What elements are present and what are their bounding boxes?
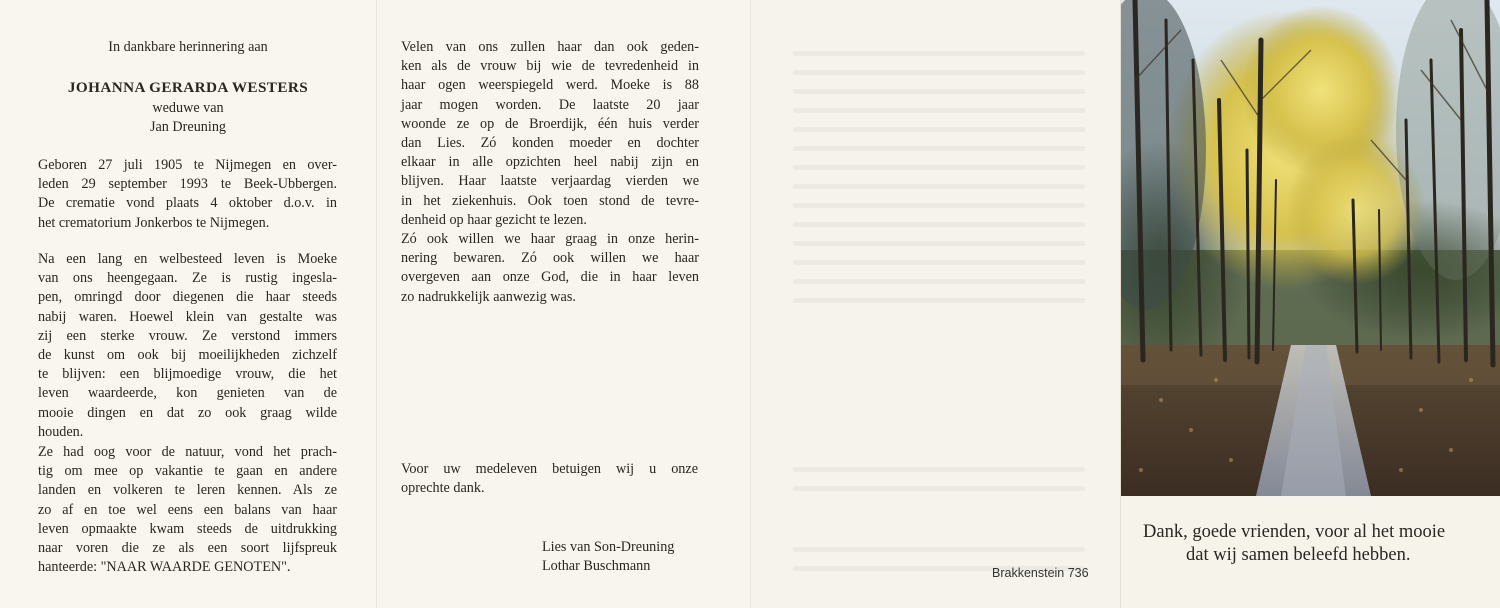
text-line: leden 29 september 1993 te Beek-Ubbergen. (38, 176, 337, 193)
text-line: woonde ze op de Broerdijk, één huis verder (401, 115, 699, 132)
show-through-line (793, 486, 1085, 491)
text-line: zo nadrukkelijk aanwezig was. (401, 288, 576, 305)
text-line: zij een sterke vrouw. Ze verstond immers (38, 327, 337, 344)
text-line: nabij waren. Hoewel klein van gestalte was (38, 308, 337, 325)
text-line: Lies van Son-Dreuning (542, 539, 675, 555)
text-line: blijven. Haar laatste verjaardag vierden we (401, 173, 699, 190)
text-line: Zó ook willen we haar graag in onze herin- (401, 231, 699, 247)
show-through-line (793, 184, 1085, 189)
text-line: overgeven aan onze God, die in haar leven (401, 269, 699, 286)
text-line: houden. (38, 423, 84, 440)
text-line: te blijven: een blijmoedige vrouw, die het (38, 366, 337, 383)
text-line: het crematorium Jonkerbos te Nijmegen. (38, 214, 270, 231)
text-line: denheid op haar gezicht te lezen. (401, 211, 587, 228)
show-through-line (793, 279, 1085, 284)
text-line: leven opmaakte kwam steeds de uitdrukking (38, 520, 337, 537)
text-line: haar ogen weerspiegeld werd. Moeke is 88 (401, 77, 699, 94)
printer-mark: Brakkenstein 736 (992, 566, 1089, 580)
text-line: naar voren die ze als een soort lijfspreuk (38, 540, 337, 556)
text-line: van ons heengegaan. Ze is rustig ingesla- (38, 270, 337, 287)
show-through-line (793, 70, 1085, 75)
show-through-line (793, 146, 1085, 151)
forest-path-photo (1121, 0, 1500, 496)
widow-of-line: weduwe van (152, 100, 224, 116)
text-line: leven waardeerde, kon genieten van de (38, 385, 337, 402)
text-line: ken als de vrouw bij wie de tevredenheid in (401, 58, 699, 75)
text-line: dan Lies. Zó konden moeder en dochter (401, 135, 699, 151)
show-through-line (793, 298, 1085, 303)
text-line: tig om mee op vakantie te gaan en andere (38, 463, 337, 480)
text-line: jaar mogen worden. De laatste 20 jaar (401, 96, 699, 113)
show-through-line (793, 108, 1085, 113)
show-through-line (793, 260, 1085, 265)
text-line: pen, omringd door diegenen die haar steeds (38, 289, 337, 306)
text-line: Na een lang en welbesteed leven is Moeke (38, 251, 337, 267)
show-through-line (793, 203, 1085, 208)
text-line: Geboren 27 juli 1905 te Nijmegen en over- (38, 157, 337, 173)
show-through-line (793, 222, 1085, 227)
text-line: Velen van ons zullen haar dan ook geden- (401, 39, 699, 55)
show-through-line (793, 165, 1085, 170)
text-line: Ze had oog voor de natuur, vond het prach- (38, 444, 337, 460)
text-line: hanteerde: "NAAR WAARDE GENOTEN". (38, 559, 291, 576)
husband-name: Jan Dreuning (149, 119, 227, 135)
text-line: Lothar Buschmann (542, 558, 651, 575)
text-line: mooie dingen en dat zo ook graag wilde (38, 404, 337, 421)
text-line: zo af en toe wel eens een balans van haar (38, 501, 337, 518)
show-through-line (793, 467, 1085, 472)
show-through-line (793, 127, 1085, 132)
intro-line: In dankbare herinnering aan (108, 39, 268, 55)
show-through-line (793, 51, 1085, 56)
text-line: nering bewaren. Zó ook willen we haar (401, 250, 699, 267)
text-line: landen en volkeren te leren kennen. Als ze (38, 482, 337, 499)
front-caption-line-1: Dank, goede vrienden, voor al het mooie (1143, 522, 1446, 542)
text-line: de kunst om ook bij moeilijkheden zichzelf (38, 347, 337, 363)
text-line: oprechte dank. (401, 480, 485, 497)
deceased-name: JOHANNA GERARDA WESTERS (67, 79, 309, 96)
text-line: in het ziekenhuis. Ook toen stond de tevre- (401, 192, 699, 209)
show-through-line (793, 89, 1085, 94)
text-line: elkaar in alle opzichten heel nabij zijn en (401, 154, 699, 171)
front-caption-line-2: dat wij samen beleefd hebben. (1186, 545, 1411, 565)
text-line: De crematie vond plaats 4 oktober d.o.v. in (38, 195, 337, 212)
show-through-line (793, 241, 1085, 246)
show-through-line (793, 547, 1085, 552)
text-line: Voor uw medeleven betuigen wij u onze (401, 461, 698, 477)
